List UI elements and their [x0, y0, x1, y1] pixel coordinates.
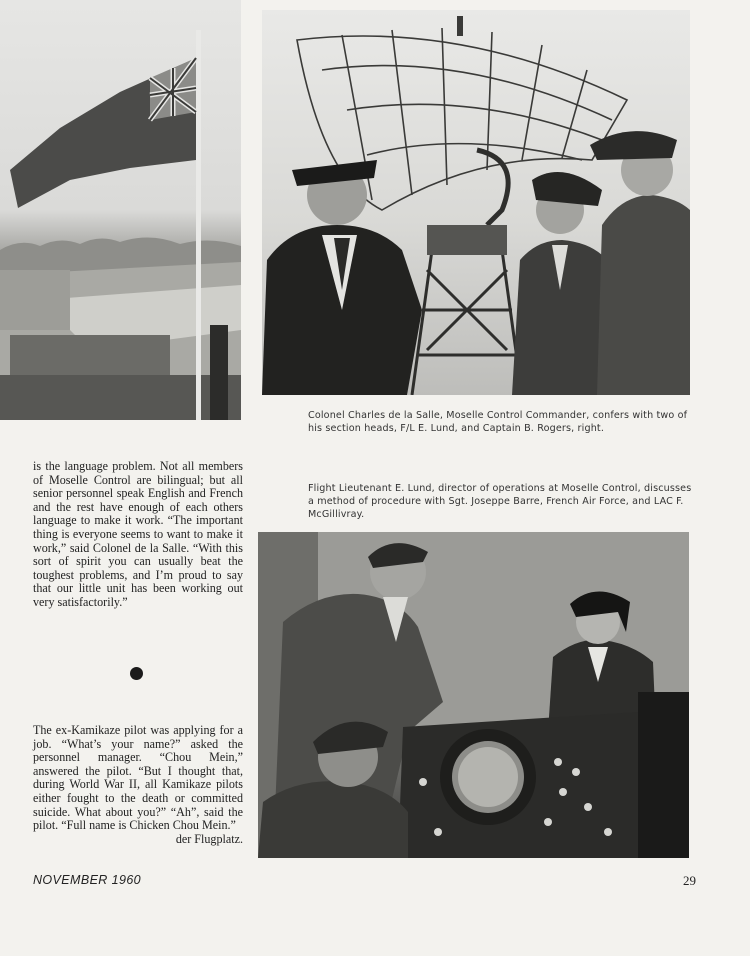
- flag-photo-illustration: [0, 0, 241, 420]
- scope-photo-illustration: [258, 532, 689, 858]
- radar-photo-caption: [308, 409, 693, 435]
- joke-anecdote: [33, 724, 243, 846]
- article-paragraph: is the language problem. Not all members of Moselle Control are bilingual; but all senior personnel speak English and French and the rest have enough of each others language to make it work. “The important thing is everyone seems to want to make it work,” said Colonel de la Salle. “With this sort of spirit you can usually beat the toughest problems, and I’m proud to say that our little unit has been working out very satisfactorily.”: [33, 459, 243, 609]
- issue-date: NOVEMBER 1960: [33, 873, 142, 887]
- joke-attribution: der Flugplatz.: [175, 831, 243, 846]
- radar-photo-illustration: [262, 10, 690, 395]
- scope-photo-caption: [308, 482, 693, 521]
- flag-photo: [0, 0, 241, 420]
- radar-antenna-photo: [262, 10, 690, 395]
- radar-scope-photo: [258, 532, 689, 858]
- joke-paragraph: The ex-Kamikaze pilot was applying for a job. “What’s your name?” asked the personnel manager. “Chou Mein,” answered the pilot. “But I thought that, during World War II, all Kamikaze pilots either fought to the death or committed suicide. What about you?” “Ah”, said the pilot. “Full name is Chicken Chou Mein.”: [33, 723, 243, 833]
- article-continuation: [33, 460, 243, 610]
- section-separator-dot: [130, 667, 143, 680]
- radar-caption-text: Colonel Charles de la Salle, Moselle Control Commander, confers with two of his section heads, F/L E. Lund, and Captain B. Rogers, right.: [308, 410, 688, 434]
- scope-caption-text: Flight Lieutenant E. Lund, director of operations at Moselle Control, discusses a method of procedure with Sgt. Joseppe Barre, French Air Force, and LAC F. McGillivray.: [308, 483, 692, 520]
- page-number: 29: [683, 873, 696, 888]
